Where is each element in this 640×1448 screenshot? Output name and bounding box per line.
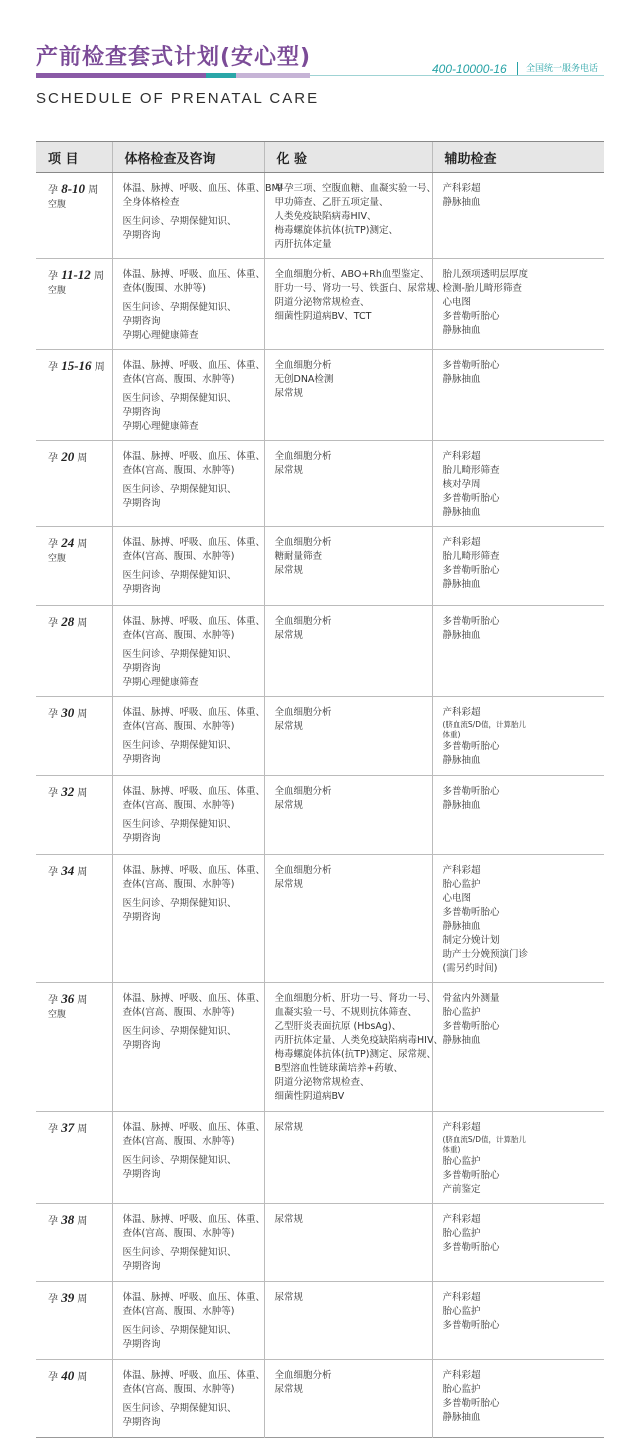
week-number: 20 — [61, 449, 75, 464]
aux-exam-line: 多普勒听胎心 — [442, 565, 500, 576]
physical-exam-line: 查体(宫高、腹围、水肿等) — [122, 800, 235, 811]
physical-exam-line: 体温、脉搏、呼吸、血压、体重、 — [122, 993, 266, 1004]
week-label — [48, 450, 108, 466]
aux-exam-line: 心电图 — [442, 297, 472, 308]
lab-test-line: 全血细胞分析 — [274, 1370, 332, 1381]
week-label — [48, 615, 108, 631]
week-label — [48, 992, 108, 1008]
week-number: 15-16 — [61, 358, 92, 373]
physical-exam-line: 医生问诊、孕期保健知识、 — [122, 1247, 237, 1258]
lab-test-line: 丙肝抗体定量 — [274, 239, 332, 250]
aux-exam-line: 胎儿颈项透明层厚度 — [442, 269, 529, 280]
aux-exam-cell — [432, 173, 604, 259]
week-label — [48, 536, 108, 552]
week-suffix: 周 — [88, 185, 99, 196]
aux-exam-line: 多普勒听胎心 — [442, 1021, 500, 1032]
physical-exam-line: 查体(宫高、腹围、水肿等) — [122, 1136, 235, 1147]
physical-exam-line: 孕期咨询 — [122, 584, 161, 595]
physical-exam-line: 体温、脉搏、呼吸、血压、体重、 — [122, 451, 266, 462]
physical-exam-cell — [112, 1204, 264, 1282]
lab-test-line: 尿常规 — [274, 465, 304, 476]
week-cell — [36, 259, 112, 350]
physical-exam-line: 孕期咨询 — [122, 230, 161, 241]
physical-exam-cell — [112, 259, 264, 350]
table-row — [36, 1282, 604, 1360]
physical-exam-line: 孕期咨询 — [122, 407, 161, 418]
aux-exam-line: 体重) — [442, 730, 461, 739]
physical-exam-line: 孕期咨询 — [122, 1169, 161, 1180]
physical-exam-line: 孕期咨询 — [122, 316, 161, 327]
physical-exam-cell — [112, 606, 264, 697]
fasting-note: 空腹 — [48, 286, 67, 296]
physical-exam-line: 孕期心理健康筛查 — [122, 421, 199, 432]
physical-exam-line: 医生问诊、孕期保健知识、 — [122, 1325, 237, 1336]
table-row — [36, 1204, 604, 1282]
aux-exam-line: 静脉抽血 — [442, 755, 481, 766]
lab-test-cell — [264, 527, 432, 606]
lab-test-line: 尿常规 — [274, 388, 304, 399]
physical-exam-line: 医生问诊、孕期保健知识、 — [122, 898, 237, 909]
title-stripe-purple — [36, 73, 206, 78]
aux-exam-line: 骨盆内外测量 — [442, 993, 500, 1004]
physical-exam-line: 医生问诊、孕期保健知识、 — [122, 302, 237, 313]
week-prefix: 孕 — [48, 1294, 58, 1305]
aux-exam-line: 多普勒听胎心 — [442, 741, 500, 752]
week-suffix: 周 — [77, 1216, 88, 1227]
week-label — [48, 1369, 108, 1385]
week-label — [48, 1213, 108, 1229]
lab-test-line: 肝功一号、肾功一号、铁蛋白、尿常规、 — [274, 283, 446, 294]
aux-exam-line: 静脉抽血 — [442, 921, 481, 932]
aux-exam-line: 体重) — [442, 1145, 461, 1154]
aux-exam-line: 多普勒听胎心 — [442, 311, 500, 322]
lab-test-line: 尿常规 — [274, 1292, 304, 1303]
week-number: 38 — [61, 1212, 75, 1227]
lab-test-line: 甲功筛查、乙肝五项定量、 — [274, 197, 389, 208]
lab-test-cell — [264, 441, 432, 527]
physical-exam-line: 体温、脉搏、呼吸、血压、体重、BMI — [122, 183, 283, 194]
week-suffix: 周 — [77, 995, 88, 1006]
aux-exam-line: 胎心监护 — [442, 1384, 481, 1395]
physical-exam-line: 孕期咨询 — [122, 754, 161, 765]
aux-exam-cell — [432, 855, 604, 983]
aux-exam-line: (脐血流S/D值，计算胎儿 — [442, 720, 526, 729]
fasting-note: 空腹 — [48, 1010, 67, 1020]
aux-exam-cell — [432, 1112, 604, 1204]
lab-test-cell — [264, 259, 446, 350]
lab-test-line: 梅毒螺旋体抗体(抗TP)测定、 — [274, 225, 398, 236]
physical-exam-cell — [112, 350, 264, 441]
week-cell — [36, 1204, 112, 1282]
physical-exam-line: 查体(宫高、腹围、水肿等) — [122, 1306, 235, 1317]
aux-exam-line: 胎心监护 — [442, 1306, 481, 1317]
lab-test-cell — [264, 173, 437, 259]
aux-exam-cell — [432, 259, 604, 350]
physical-exam-line: 查体(宫高、腹围、水肿等) — [122, 551, 235, 562]
physical-exam-line: 孕期咨询 — [122, 1417, 161, 1428]
lab-test-line: 全血细胞分析 — [274, 451, 332, 462]
week-label — [48, 1121, 108, 1137]
physical-exam-line: 查体(宫高、腹围、水肿等) — [122, 374, 235, 385]
physical-exam-cell — [112, 776, 264, 855]
lab-test-line: 全血细胞分析 — [274, 865, 332, 876]
lab-test-line: 尿常规 — [274, 565, 304, 576]
physical-exam-line: 全身体格检查 — [122, 197, 180, 208]
physical-exam-line: 体温、脉搏、呼吸、血压、体重、 — [122, 360, 266, 371]
physical-exam-line: 医生问诊、孕期保健知识、 — [122, 1155, 237, 1166]
physical-exam-line: 医生问诊、孕期保健知识、 — [122, 1403, 237, 1414]
physical-exam-line: 查体(宫高、腹围、水肿等) — [122, 721, 235, 732]
week-suffix: 周 — [77, 709, 88, 720]
physical-exam-line: 体温、脉搏、呼吸、血压、体重、 — [122, 865, 266, 876]
table-row — [36, 441, 604, 527]
aux-exam-line: 静脉抽血 — [442, 197, 481, 208]
week-suffix: 周 — [77, 867, 88, 878]
aux-exam-line: 胎心监护 — [442, 1007, 481, 1018]
lab-test-line: 人类免疫缺陷病毒HIV、 — [274, 211, 377, 222]
lab-test-line: 尿常规 — [274, 800, 304, 811]
physical-exam-cell — [112, 173, 283, 259]
week-suffix: 周 — [77, 788, 88, 799]
aux-exam-line: 产前鉴定 — [442, 1184, 481, 1195]
physical-exam-line: 医生问诊、孕期保健知识、 — [122, 570, 237, 581]
physical-exam-cell — [112, 697, 264, 776]
lab-test-line: 尿常规 — [274, 1214, 304, 1225]
physical-exam-cell — [112, 1282, 264, 1360]
week-prefix: 孕 — [48, 539, 58, 550]
week-cell — [36, 441, 112, 527]
physical-exam-line: 孕期心理健康筛查 — [122, 330, 199, 341]
lab-test-cell — [264, 697, 432, 776]
aux-exam-line: 静脉抽血 — [442, 1035, 481, 1046]
table-row — [36, 1360, 604, 1438]
aux-exam-line: 静脉抽血 — [442, 325, 481, 336]
lab-test-cell — [264, 1360, 432, 1438]
week-prefix: 孕 — [48, 1372, 58, 1383]
lab-test-line: 全血细胞分析 — [274, 786, 332, 797]
physical-exam-line: 体温、脉搏、呼吸、血压、体重、 — [122, 707, 266, 718]
table-row — [36, 527, 604, 606]
lab-test-line: 全血细胞分析 — [274, 360, 332, 371]
lab-test-line: 血凝实验一号、不规则抗体筛查、 — [274, 1007, 418, 1018]
aux-exam-line: 胎心监护 — [442, 1228, 481, 1239]
physical-exam-line: 体温、脉搏、呼吸、血压、体重、 — [122, 786, 266, 797]
lab-test-line: 尿常规 — [274, 1384, 304, 1395]
aux-exam-line: 产科彩超 — [442, 183, 481, 194]
lab-test-cell — [264, 1282, 432, 1360]
aux-exam-cell — [432, 606, 604, 697]
page-title: 产前检查套式计划(安心型) — [36, 45, 312, 70]
week-prefix: 孕 — [48, 709, 58, 720]
week-cell — [36, 527, 112, 606]
aux-exam-line: 静脉抽血 — [442, 579, 481, 590]
physical-exam-line: 孕期咨询 — [122, 1040, 161, 1051]
week-cell — [36, 606, 112, 697]
aux-exam-line: 助产士分娩预演门诊 — [442, 949, 529, 960]
lab-test-cell — [264, 983, 443, 1112]
physical-exam-line: 体温、脉搏、呼吸、血压、体重、 — [122, 537, 266, 548]
table-row — [36, 983, 604, 1112]
physical-exam-cell — [112, 1112, 264, 1204]
week-prefix: 孕 — [48, 362, 58, 373]
physical-exam-line: 医生问诊、孕期保健知识、 — [122, 819, 237, 830]
week-suffix: 周 — [77, 539, 88, 550]
week-suffix: 周 — [77, 1294, 88, 1305]
lab-test-cell — [264, 855, 432, 983]
physical-exam-line: 孕期咨询 — [122, 1261, 161, 1272]
lab-test-line: 尿常规 — [274, 721, 304, 732]
physical-exam-line: 医生问诊、孕期保健知识、 — [122, 740, 237, 751]
service-phone[interactable]: 400-10000-16 — [432, 62, 507, 76]
week-suffix: 周 — [94, 362, 105, 373]
week-label — [48, 268, 108, 284]
col-header-item: 项 目 — [36, 142, 112, 173]
aux-exam-line: 胎儿畸形筛查 — [442, 551, 500, 562]
physical-exam-line: 体温、脉搏、呼吸、血压、体重、 — [122, 1214, 266, 1225]
week-prefix: 孕 — [48, 1216, 58, 1227]
week-label — [48, 864, 108, 880]
aux-exam-line: 静脉抽血 — [442, 800, 481, 811]
title-stripe-lavender — [236, 73, 310, 78]
physical-exam-line: 查体(宫高、腹围、水肿等) — [122, 465, 235, 476]
physical-exam-line: 查体(宫高、腹围、水肿等) — [122, 1228, 235, 1239]
lab-test-line: 阴道分泌物常规检查、 — [274, 1077, 370, 1088]
aux-exam-line: (需另约时间) — [442, 963, 498, 974]
col-header-aux: 辅助检查 — [432, 142, 604, 173]
aux-exam-cell — [432, 697, 604, 776]
physical-exam-line: 查体(腹围、水肿等) — [122, 283, 206, 294]
physical-exam-line: 体温、脉搏、呼吸、血压、体重、 — [122, 1122, 266, 1133]
phone-divider — [517, 62, 518, 75]
lab-test-line: 糖耐量筛查 — [274, 551, 323, 562]
week-cell — [36, 350, 112, 441]
aux-exam-line: 多普勒听胎心 — [442, 360, 500, 371]
week-number: 32 — [61, 784, 75, 799]
table-row — [36, 350, 604, 441]
aux-exam-line: (脐血流S/D值，计算胎儿 — [442, 1135, 526, 1144]
aux-exam-cell — [432, 441, 604, 527]
aux-exam-line: 心电图 — [442, 893, 472, 904]
physical-exam-cell — [112, 441, 264, 527]
aux-exam-line: 多普勒听胎心 — [442, 1170, 500, 1181]
physical-exam-cell — [112, 1360, 264, 1438]
page-subtitle: SCHEDULE OF PRENATAL CARE — [36, 90, 320, 107]
week-number: 39 — [61, 1290, 75, 1305]
week-number: 8-10 — [61, 181, 86, 196]
lab-test-line: 丙肝抗体定量、人类免疫缺陷病毒HIV、 — [274, 1035, 443, 1046]
physical-exam-line: 医生问诊、孕期保健知识、 — [122, 393, 237, 404]
aux-exam-line: 胎心监护 — [442, 879, 481, 890]
physical-exam-line: 医生问诊、孕期保健知识、 — [122, 216, 237, 227]
aux-exam-line: 多普勒听胎心 — [442, 616, 500, 627]
aux-exam-line: 多普勒听胎心 — [442, 1320, 500, 1331]
week-prefix: 孕 — [48, 453, 58, 464]
week-number: 40 — [61, 1368, 75, 1383]
aux-exam-cell — [432, 983, 604, 1112]
lab-test-cell — [264, 1204, 432, 1282]
lab-test-cell — [264, 350, 432, 441]
physical-exam-line: 体温、脉搏、呼吸、血压、体重、 — [122, 616, 266, 627]
aux-exam-line: 检测-胎儿畸形筛查 — [442, 283, 522, 294]
physical-exam-cell — [112, 983, 264, 1112]
aux-exam-line: 静脉抽血 — [442, 630, 481, 641]
physical-exam-line: 查体(宫高、腹围、水肿等) — [122, 879, 235, 890]
lab-test-line: B型溶血性链球菌培养+药敏、 — [274, 1063, 403, 1074]
physical-exam-line: 孕期咨询 — [122, 1339, 161, 1350]
lab-test-line: 乙型肝炎表面抗原 (HbsAg)、 — [274, 1021, 402, 1032]
lab-test-cell — [264, 1112, 432, 1204]
lab-test-line: 尿常规 — [274, 879, 304, 890]
physical-exam-line: 查体(宫高、腹围、水肿等) — [122, 630, 235, 641]
lab-test-line: 阴道分泌物常规检查、 — [274, 297, 370, 308]
aux-exam-cell — [432, 776, 604, 855]
week-label — [48, 359, 108, 375]
week-number: 34 — [61, 863, 75, 878]
title-stripe-teal — [206, 73, 236, 78]
week-number: 37 — [61, 1120, 75, 1135]
table-row — [36, 855, 604, 983]
week-cell — [36, 697, 112, 776]
aux-exam-line: 多普勒听胎心 — [442, 907, 500, 918]
week-suffix: 周 — [94, 271, 104, 282]
lab-test-line: 全血细胞分析 — [274, 707, 332, 718]
week-cell — [36, 1360, 112, 1438]
table-row — [36, 173, 604, 259]
prenatal-schedule-table — [36, 141, 604, 1438]
aux-exam-line: 静脉抽血 — [442, 1412, 481, 1423]
week-label — [48, 1291, 108, 1307]
physical-exam-line: 查体(宫高、腹围、水肿等) — [122, 1007, 235, 1018]
week-label — [48, 182, 108, 198]
physical-exam-line: 体温、脉搏、呼吸、血压、体重、 — [122, 1370, 266, 1381]
week-suffix: 周 — [77, 618, 88, 629]
lab-test-line: 细菌性阴道病BV — [274, 1091, 345, 1102]
physical-exam-line: 医生问诊、孕期保健知识、 — [122, 1026, 237, 1037]
physical-exam-cell — [112, 527, 264, 606]
aux-exam-line: 产科彩超 — [442, 1292, 481, 1303]
physical-exam-cell — [112, 855, 264, 983]
aux-exam-line: 静脉抽血 — [442, 374, 481, 385]
table-row — [36, 776, 604, 855]
aux-exam-line: 静脉抽血 — [442, 507, 481, 518]
lab-test-line: 梅毒螺旋体抗体(抗TP)测定、尿常规、 — [274, 1049, 436, 1060]
week-label — [48, 785, 108, 801]
lab-test-line: 全血细胞分析 — [274, 537, 332, 548]
col-header-lab: 化 验 — [264, 142, 432, 173]
physical-exam-line: 孕期咨询 — [122, 663, 161, 674]
aux-exam-line: 多普勒听胎心 — [442, 493, 500, 504]
physical-exam-line: 孕期咨询 — [122, 912, 161, 923]
lab-test-line: 全血细胞分析、ABO+Rh血型鉴定、 — [274, 269, 430, 280]
physical-exam-line: 孕期咨询 — [122, 498, 161, 509]
week-number: 24 — [61, 535, 75, 550]
lab-test-line: 全血细胞分析 — [274, 616, 332, 627]
aux-exam-line: 产科彩超 — [442, 1370, 481, 1381]
physical-exam-line: 孕期咨询 — [122, 833, 161, 844]
week-label — [48, 706, 108, 722]
aux-exam-cell — [432, 1282, 604, 1360]
week-cell — [36, 855, 112, 983]
aux-exam-line: 产科彩超 — [442, 865, 481, 876]
lab-test-line: 细菌性阴道病BV、TCT — [274, 311, 372, 322]
week-number: 28 — [61, 614, 75, 629]
table-body — [36, 173, 604, 1438]
physical-exam-line: 医生问诊、孕期保健知识、 — [122, 484, 237, 495]
aux-exam-line: 胎心监护 — [442, 1156, 481, 1167]
fasting-note: 空腹 — [48, 554, 67, 564]
physical-exam-line: 体温、脉搏、呼吸、血压、体重、 — [122, 1292, 266, 1303]
week-cell — [36, 983, 112, 1112]
table-row — [36, 697, 604, 776]
aux-exam-cell — [432, 527, 604, 606]
aux-exam-line: 制定分娩计划 — [442, 935, 500, 946]
fasting-note: 空腹 — [48, 200, 67, 210]
aux-exam-line: 产科彩超 — [442, 1214, 481, 1225]
week-prefix: 孕 — [48, 867, 58, 878]
page-header — [0, 0, 640, 130]
week-number: 30 — [61, 705, 75, 720]
week-prefix: 孕 — [48, 788, 58, 799]
week-cell — [36, 1282, 112, 1360]
aux-exam-line: 多普勒听胎心 — [442, 786, 500, 797]
physical-exam-line: 医生问诊、孕期保健知识、 — [122, 649, 237, 660]
lab-test-line: 无创DNA检测 — [274, 374, 334, 385]
aux-exam-line: 多普勒听胎心 — [442, 1398, 500, 1409]
week-suffix: 周 — [77, 453, 88, 464]
aux-exam-line: 核对孕周 — [442, 479, 481, 490]
service-label: 全国统一服务电话 — [526, 64, 599, 74]
lab-test-line: 早孕三项、空腹血糖、血凝实验一号、 — [274, 183, 437, 194]
lab-test-line: 尿常规 — [274, 1122, 304, 1133]
aux-exam-cell — [432, 1204, 604, 1282]
table-row — [36, 1112, 604, 1204]
week-prefix: 孕 — [48, 185, 58, 196]
week-suffix: 周 — [77, 1372, 88, 1383]
lab-test-cell — [264, 776, 432, 855]
week-cell — [36, 173, 112, 259]
aux-exam-line: 胎儿畸形筛查 — [442, 465, 500, 476]
aux-exam-cell — [432, 1360, 604, 1438]
col-header-physical: 体格检查及咨询 — [112, 142, 264, 173]
aux-exam-line: 多普勒听胎心 — [442, 1242, 500, 1253]
week-prefix: 孕 — [48, 271, 58, 282]
aux-exam-line: 产科彩超 — [442, 707, 481, 718]
week-number: 11-12 — [61, 267, 91, 282]
week-cell — [36, 1112, 112, 1204]
aux-exam-line: 产科彩超 — [442, 537, 481, 548]
physical-exam-line: 孕期心理健康筛查 — [122, 677, 199, 688]
week-number: 36 — [61, 991, 75, 1006]
week-cell — [36, 776, 112, 855]
physical-exam-line: 查体(宫高、腹围、水肿等) — [122, 1384, 235, 1395]
physical-exam-line: 体温、脉搏、呼吸、血压、体重、 — [122, 269, 266, 280]
week-prefix: 孕 — [48, 618, 58, 629]
week-suffix: 周 — [77, 1124, 88, 1135]
table-header-row — [36, 142, 604, 173]
week-prefix: 孕 — [48, 1124, 58, 1135]
aux-exam-cell — [432, 350, 604, 441]
aux-exam-line: 产科彩超 — [442, 1122, 481, 1133]
table-row — [36, 259, 604, 350]
lab-test-line: 全血细胞分析、肝功一号、肾功一号、 — [274, 993, 437, 1004]
lab-test-cell — [264, 606, 432, 697]
lab-test-line: 尿常规 — [274, 630, 304, 641]
aux-exam-line: 产科彩超 — [442, 451, 481, 462]
table-row — [36, 606, 604, 697]
week-prefix: 孕 — [48, 995, 58, 1006]
